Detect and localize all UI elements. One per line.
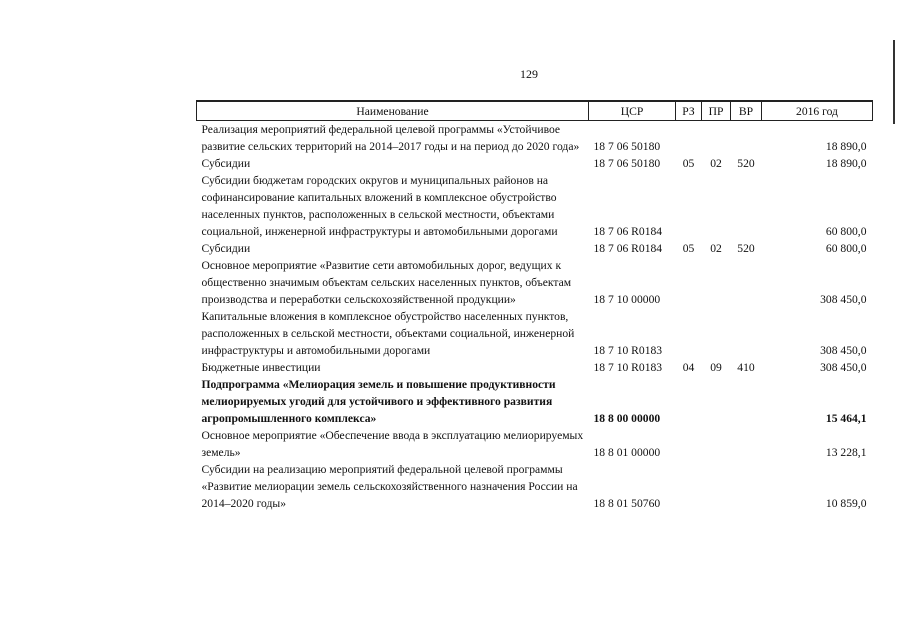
row-csr: 18 7 06 R0184 [593,242,663,255]
row-amount: 18 890,0 [825,157,867,170]
table-row [197,240,873,257]
row-pr [702,308,731,359]
row-rz [676,427,702,461]
row-csr: 18 7 06 50180 [593,140,661,153]
row-pr: 02 [710,157,722,170]
header-pr: ПР [702,101,731,121]
budget-table [196,100,873,512]
table-row [197,172,873,240]
row-amount: 308 450,0 [820,293,867,306]
row-name: Субсидии [201,157,251,170]
row-csr: 18 7 06 50180 [593,157,661,170]
row-name: Основное мероприятие «Обеспечение ввода в эксплуатацию мелиорируемых земель» [201,429,584,459]
row-name: Бюджетные инвестиции [201,361,321,374]
table-row [197,308,873,359]
row-rz: 05 [682,157,695,170]
row-rz: 05 [682,242,695,255]
row-vr [731,172,762,240]
row-amount: 13 228,1 [825,446,867,459]
row-rz: 04 [682,361,695,374]
row-pr [702,121,731,156]
row-rz [676,376,702,427]
row-name: Реализация мероприятий федеральной целевой программы «Устойчивое развитие сельских территорий на 2014–2017 годы и на период до 2020 года» [201,123,580,153]
row-name: Капитальные вложения в комплексное обустройство населенных пунктов, расположенных в сельской местности, объектами социальной, инженерной инфраструктуры и автомобильными дорогами [201,310,575,357]
row-vr [731,376,762,427]
row-pr [702,172,731,240]
table-row [197,427,873,461]
header-vr: ВР [731,101,762,121]
row-vr [731,121,762,156]
row-csr: 18 7 10 R0183 [593,344,663,357]
row-pr: 02 [710,242,722,255]
row-pr [702,257,731,308]
row-name: Субсидии на реализацию мероприятий федеральной целевой программы «Развитие мелиорации земель сельскохозяйственного назначения России на 2014–2020 годы» [201,463,578,510]
table-row [197,376,873,427]
row-vr: 520 [737,242,755,255]
row-vr [731,427,762,461]
table-header-row [197,101,873,121]
row-amount: 60 800,0 [825,225,867,238]
row-rz [676,121,702,156]
row-csr: 18 8 01 50760 [593,497,661,510]
row-csr: 18 8 01 00000 [593,446,661,459]
row-csr: 18 7 06 R0184 [593,225,663,238]
row-csr: 18 7 10 00000 [593,293,661,306]
row-vr [731,461,762,512]
row-rz [676,308,702,359]
row-vr: 520 [737,157,755,170]
row-pr: 09 [710,361,722,374]
row-csr: 18 8 00 00000 [593,412,661,425]
page-number: 129 [520,67,538,81]
row-vr: 410 [737,361,755,374]
table-row [197,461,873,512]
row-vr [731,257,762,308]
row-vr [731,308,762,359]
row-amount: 308 450,0 [820,361,867,374]
table-row [197,121,873,156]
table-row [197,359,873,376]
row-rz [676,172,702,240]
header-year: 2016 год [762,101,873,121]
row-rz [676,257,702,308]
scan-edge-mark [893,40,895,124]
table-row [197,257,873,308]
header-rz: РЗ [676,101,702,121]
header-name: Наименование [197,101,589,121]
row-pr [702,427,731,461]
row-name: Субсидии бюджетам городских округов и муниципальных районов на софинансирование капитальных вложений в комплексное обустройство населенных пунктов, расположенных в сельской местности, объектами социальной, инженерной инфраструктуры и автомобильными дорогами [201,174,558,238]
header-csr: ЦСР [589,101,676,121]
row-name: Основное мероприятие «Развитие сети автомобильных дорог, ведущих к общественно значимым объектам сельских населенных пунктов, объектам производства и переработки сельскохозяйственной продукции» [201,259,572,306]
row-name: Подпрограмма «Мелиорация земель и повышение продуктивности мелиорируемых угодий для устойчивого и эффективного развития агропромышленного комплекса» [201,378,556,425]
row-amount: 18 890,0 [825,140,867,153]
row-amount: 60 800,0 [825,242,867,255]
row-csr: 18 7 10 R0183 [593,361,663,374]
row-amount: 10 859,0 [825,497,867,510]
row-name: Субсидии [201,242,251,255]
table-row [197,155,873,172]
row-pr [702,376,731,427]
row-rz [676,461,702,512]
row-pr [702,461,731,512]
row-amount: 308 450,0 [820,344,867,357]
row-amount: 15 464,1 [825,412,867,425]
